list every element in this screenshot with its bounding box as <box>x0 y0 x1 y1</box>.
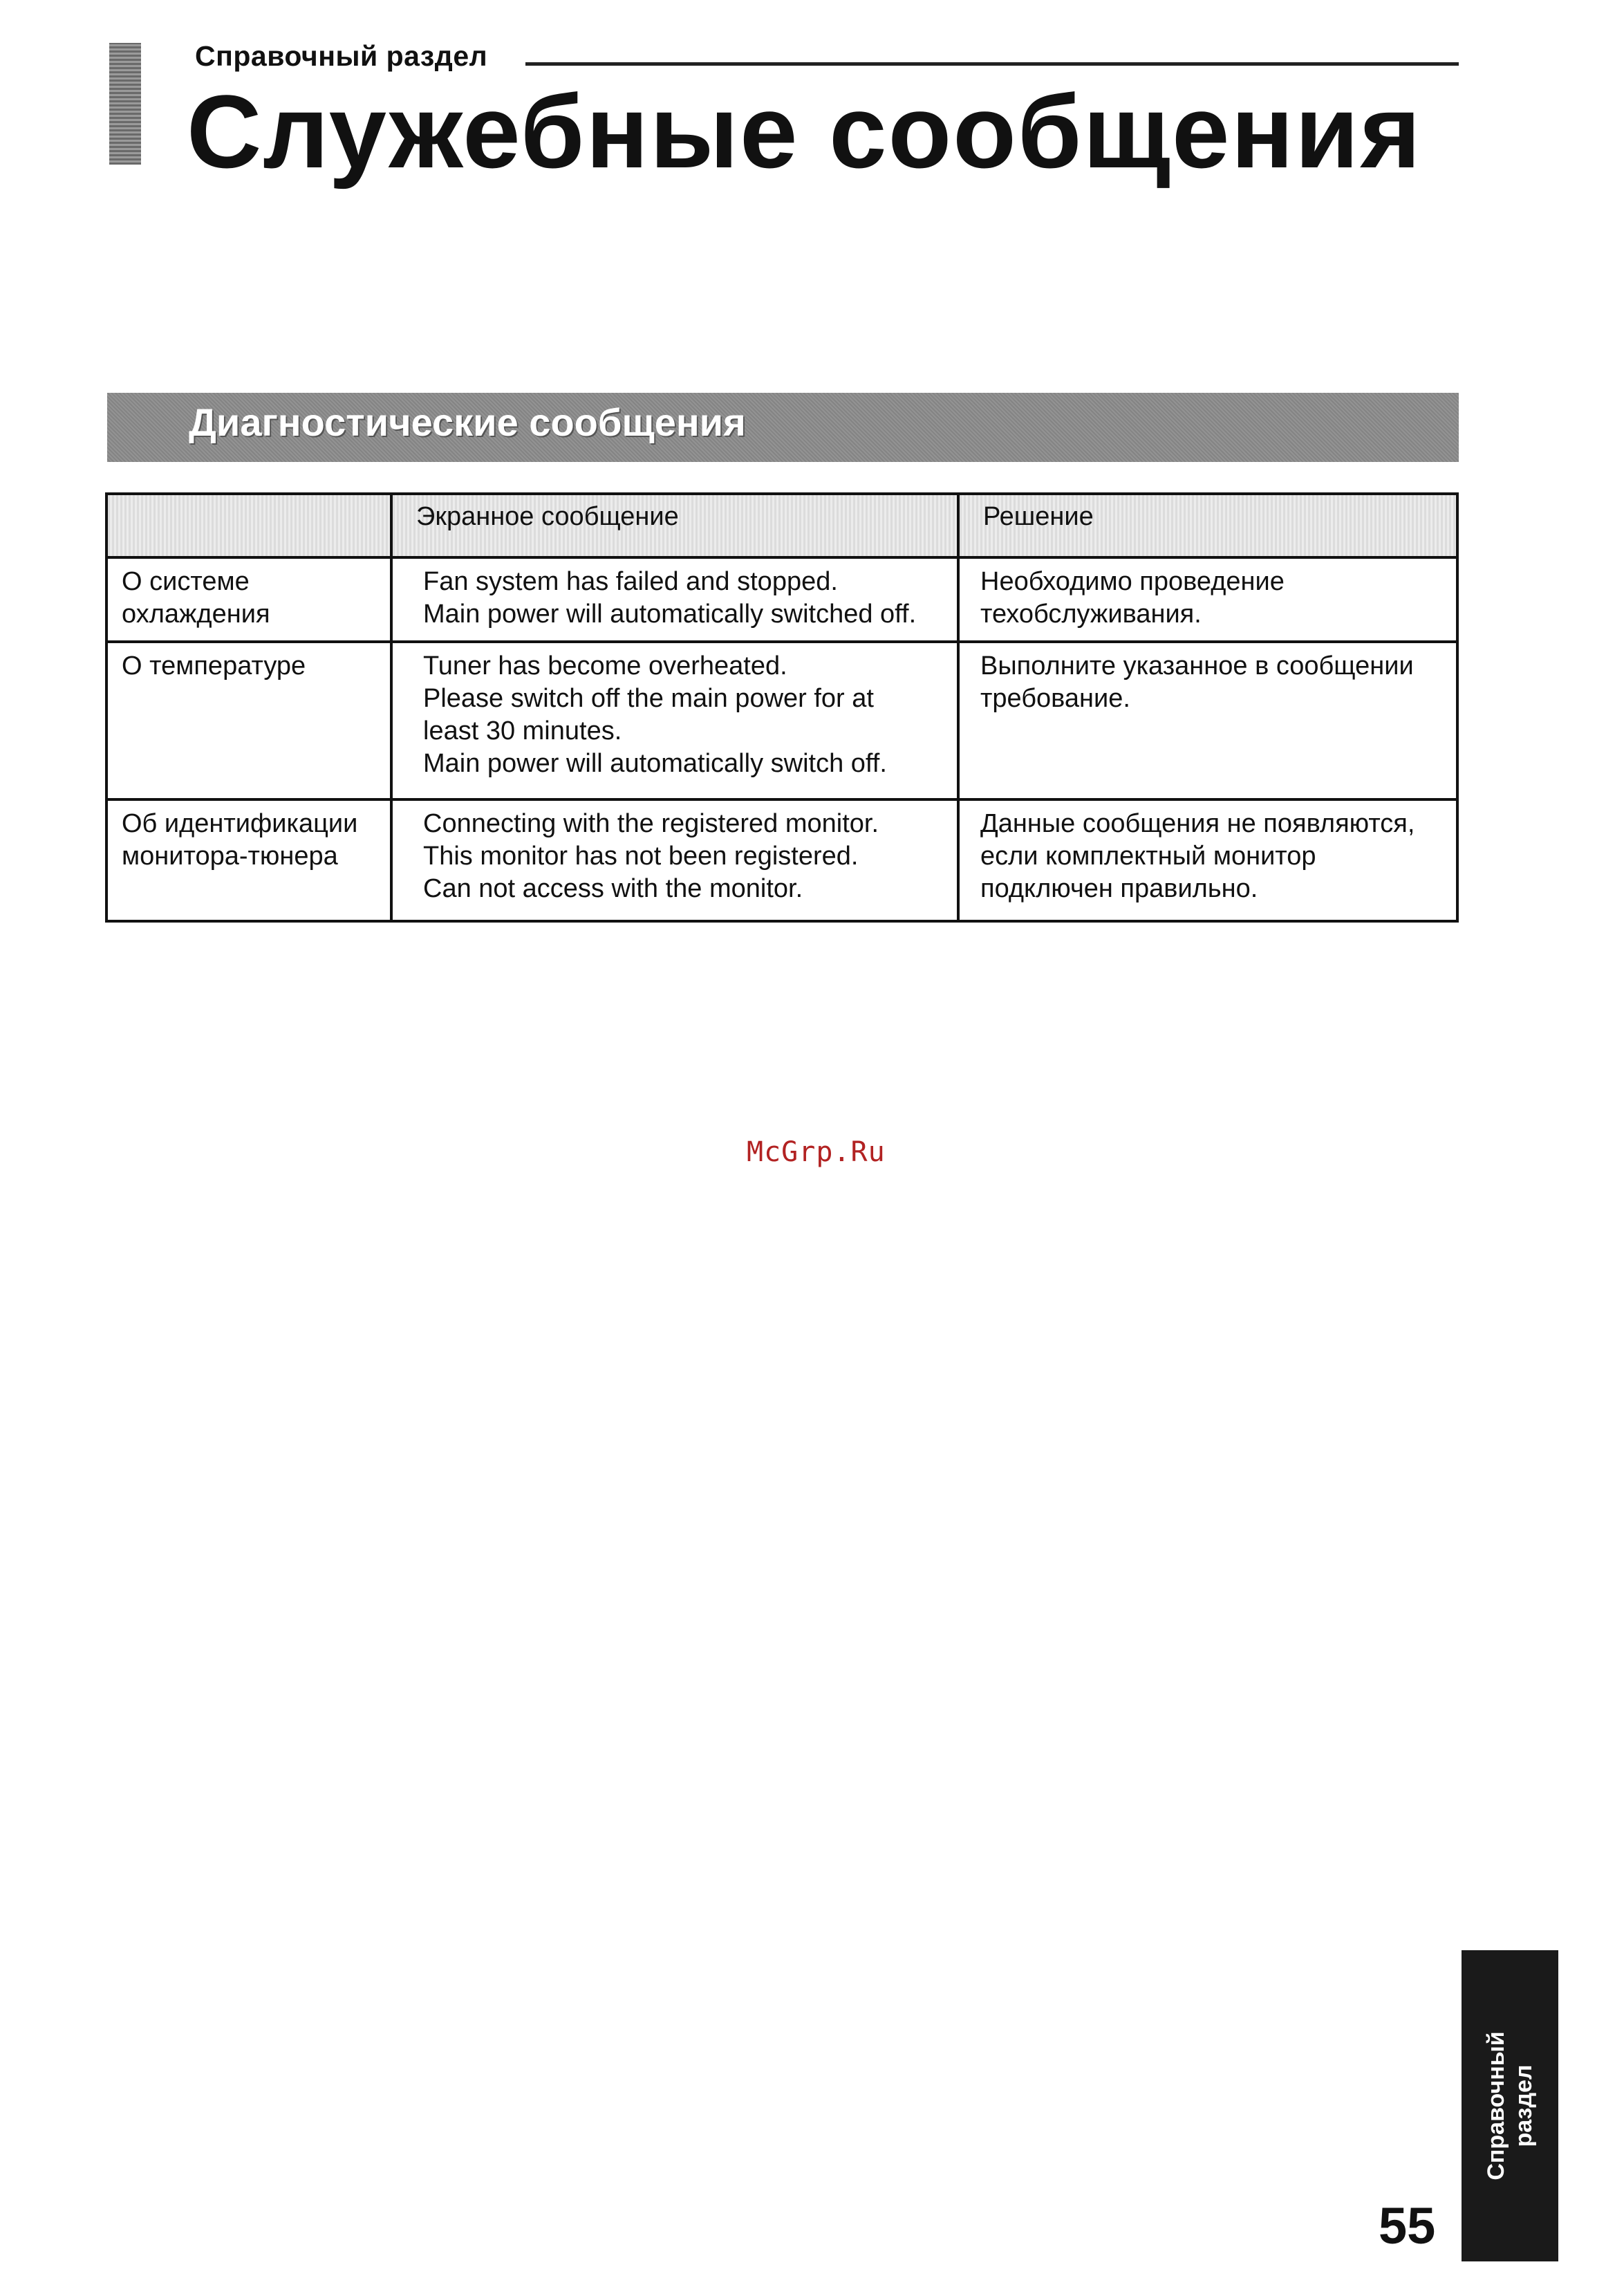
side-tab-label <box>1482 2031 1538 2180</box>
row-solution <box>958 642 1457 799</box>
message-line: least 30 minutes. <box>423 716 622 746</box>
message-line: Connecting with the registered monitor. <box>423 809 879 838</box>
header-accent-bar <box>109 43 141 165</box>
table-row <box>106 642 1457 799</box>
column-header-category <box>106 494 391 557</box>
solution-line: Данные сообщения не появляются, <box>980 809 1415 838</box>
watermark: McGrp.Ru <box>747 1136 886 1168</box>
side-tab-line: раздел <box>1511 2064 1537 2147</box>
category-text: О системе охлаждения <box>122 567 270 629</box>
solution-line: требование. <box>980 684 1130 713</box>
table-row <box>106 557 1457 642</box>
solution-line: подключен правильно. <box>980 874 1258 903</box>
header-rule <box>525 62 1459 66</box>
row-solution <box>958 557 1457 642</box>
column-header-message: Экранное сообщение <box>391 494 958 557</box>
message-line: This monitor has not been registered. <box>423 842 859 871</box>
solution-line: техобслуживания. <box>980 600 1202 629</box>
category-text: О температуре <box>122 651 306 681</box>
row-message <box>391 642 958 799</box>
solution-line: Необходимо проведение <box>980 567 1285 596</box>
diagnostic-messages-table <box>105 492 1459 923</box>
row-message <box>391 557 958 642</box>
solution-line: Выполните указанное в сообщении <box>980 651 1414 681</box>
section-label: Справочный раздел <box>195 40 488 72</box>
solution-line: если комплектный монитор <box>980 842 1316 871</box>
side-tab-line: Справочный <box>1483 2031 1509 2181</box>
page-title: Служебные сообщения <box>187 73 1422 189</box>
row-solution <box>958 799 1457 921</box>
section-banner <box>107 393 1459 462</box>
row-category <box>106 642 391 799</box>
category-text: Об идентификации монитора-тюнера <box>122 809 358 871</box>
banner-title: Диагностические сообщения <box>189 400 746 444</box>
message-line: Tuner has become overheated. <box>423 651 787 681</box>
row-category <box>106 799 391 921</box>
message-line: Main power will automatically switched off. <box>423 600 917 629</box>
page-number: 55 <box>1379 2197 1436 2255</box>
column-header-solution: Решение <box>958 494 1457 557</box>
row-message <box>391 799 958 921</box>
message-line: Please switch off the main power for at <box>423 684 874 713</box>
message-line: Can not access with the monitor. <box>423 874 803 903</box>
message-line: Fan system has failed and stopped. <box>423 567 838 596</box>
table-header-row <box>106 494 1457 557</box>
table-row <box>106 799 1457 921</box>
side-tab <box>1462 1950 1558 2261</box>
row-category <box>106 557 391 642</box>
message-line: Main power will automatically switch off. <box>423 749 887 778</box>
